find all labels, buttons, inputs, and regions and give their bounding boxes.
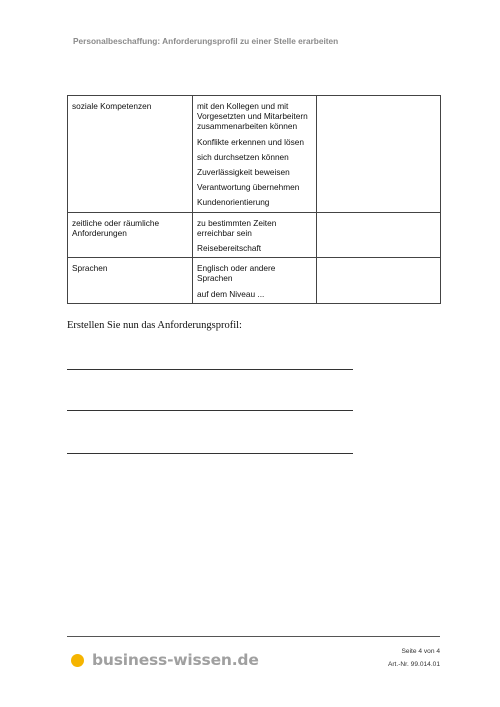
- requirement-entry: auf dem Niveau ...: [197, 288, 265, 299]
- requirement-entry: Kundenorientierung: [197, 197, 270, 208]
- instruction-text: Erstellen Sie nun das Anforderungsprofil:: [67, 320, 242, 331]
- article-number: Art.-Nr. 99.014.01: [387, 661, 440, 668]
- requirement-entry: zu bestimmten Zeiten erreichbar sein: [197, 217, 277, 238]
- page-number: Seite 4 von 4: [401, 648, 440, 655]
- requirement-entry: Verantwortung übernehmen: [197, 182, 300, 193]
- requirement-entry: mit den Kollegen und mit Vorgesetzten und Mitarbeitern zusammenarbeiten können: [197, 101, 308, 132]
- business-wissen-logo: [71, 651, 259, 669]
- requirement-entry: Reisebereitschaft: [197, 243, 262, 254]
- requirements-table: [67, 95, 441, 304]
- answer-line[interactable]: [67, 453, 353, 454]
- table-row: [68, 212, 441, 258]
- answer-line[interactable]: [67, 369, 353, 370]
- entries-cell: [193, 212, 317, 258]
- empty-cell: [317, 258, 441, 304]
- logo-text: business-wissen.de: [92, 651, 259, 669]
- entries-cell: [193, 258, 317, 304]
- entries-cell: [193, 96, 317, 213]
- table-row: [68, 96, 441, 213]
- requirement-entry: Englisch oder andere Sprachen: [197, 263, 276, 284]
- logo-dot-icon: [71, 654, 84, 667]
- empty-cell: [317, 212, 441, 258]
- category-cell: soziale Kompetenzen: [68, 96, 193, 213]
- requirement-entry: Konflikte erkennen und lösen: [197, 136, 305, 147]
- page-header-title: Personalbeschaffung: Anforderungsprofil zu einer Stelle erarbeiten: [73, 36, 339, 46]
- footer-divider: [67, 636, 440, 637]
- answer-line[interactable]: [67, 410, 353, 411]
- category-cell: zeitliche oder räumliche Anforderungen: [68, 212, 193, 258]
- requirement-entry: sich durchsetzen können: [197, 151, 289, 162]
- category-cell: Sprachen: [68, 258, 193, 304]
- empty-cell: [317, 96, 441, 213]
- table-row: [68, 258, 441, 304]
- requirement-entry: Zuverlässigkeit beweisen: [197, 167, 290, 178]
